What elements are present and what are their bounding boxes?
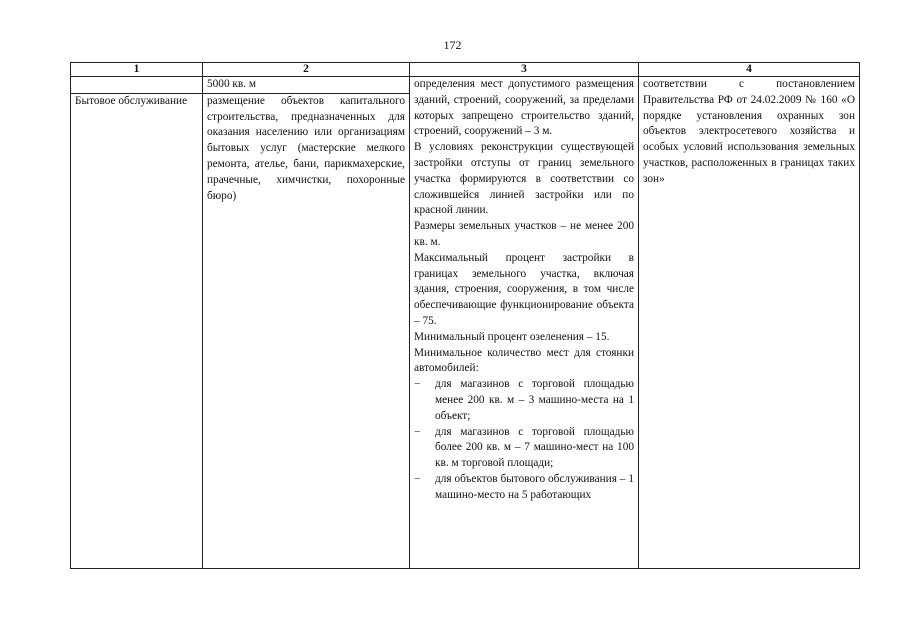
header-col-3: 3 [410,63,639,77]
list-item-text: для магазинов с торговой площадью менее 200 кв. м – 3 машино-места на 1 объект; [435,378,634,422]
regulations-table [70,62,860,569]
cell-restrictions: соответствии с постановлением Правительства РФ от 24.02.2009 № 160 «О порядке установления охранных зон объектов электросетевого хозяйства и особых условий использования земельных участков, расположенных в границах таких зон» [639,77,860,569]
cell-description: размещение объектов капитального строительства, предназначенных для оказания населению или организациям бытовых услуг (мастерские мелкого ремонта, ателье, бани, парикмахерские, прачечные, химчистки, похоронные бюро) [203,93,410,568]
header-col-2: 2 [203,63,410,77]
dash-marker: − [414,472,421,485]
page-number: 172 [443,38,462,52]
param-paragraph: определения мест допустимого размещения зданий, строений, сооружений, за пределами которых запрещено строительство зданий, строений, сооружений – 3 м. [414,78,634,138]
continuation-col-1 [71,77,203,94]
continuation-col-2: 5000 кв. м [203,77,410,94]
list-item-text: для магазинов с торговой площадью более 200 кв. м – 7 машино-мест на 100 кв. м торговой площади; [435,425,634,470]
parking-list [414,377,634,503]
list-item [414,472,634,504]
list-item-text: для объектов бытового обслуживания – 1 машино-место на 5 работающих [435,472,634,501]
param-paragraph: В условиях реконструкции существующей застройки отступы от границ земельного участка формируются в соответствии со сложившейся линией застройки или по красной линии. [414,141,634,217]
continuation-row [71,77,860,94]
list-item [414,425,634,472]
header-col-1: 1 [71,63,203,77]
dash-marker: − [414,378,421,391]
param-paragraph: Минимальное количество мест для стоянки автомобилей: [414,346,634,375]
list-item [414,377,634,424]
header-row [71,63,860,77]
cell-parameters [410,77,639,569]
dash-marker: − [414,425,421,438]
cell-use-type: Бытовое обслуживание [71,93,203,568]
param-paragraph: Размеры земельных участков – не менее 200 кв. м. [414,220,634,248]
header-col-4: 4 [639,63,860,77]
param-paragraph: Минимальный процент озеленения – 15. [414,330,610,343]
param-paragraph: Максимальный процент застройки в границах земельного участка, включая здания, строения, сооружения, в том числе обеспечивающие функционирование объекта – 75. [414,251,634,327]
